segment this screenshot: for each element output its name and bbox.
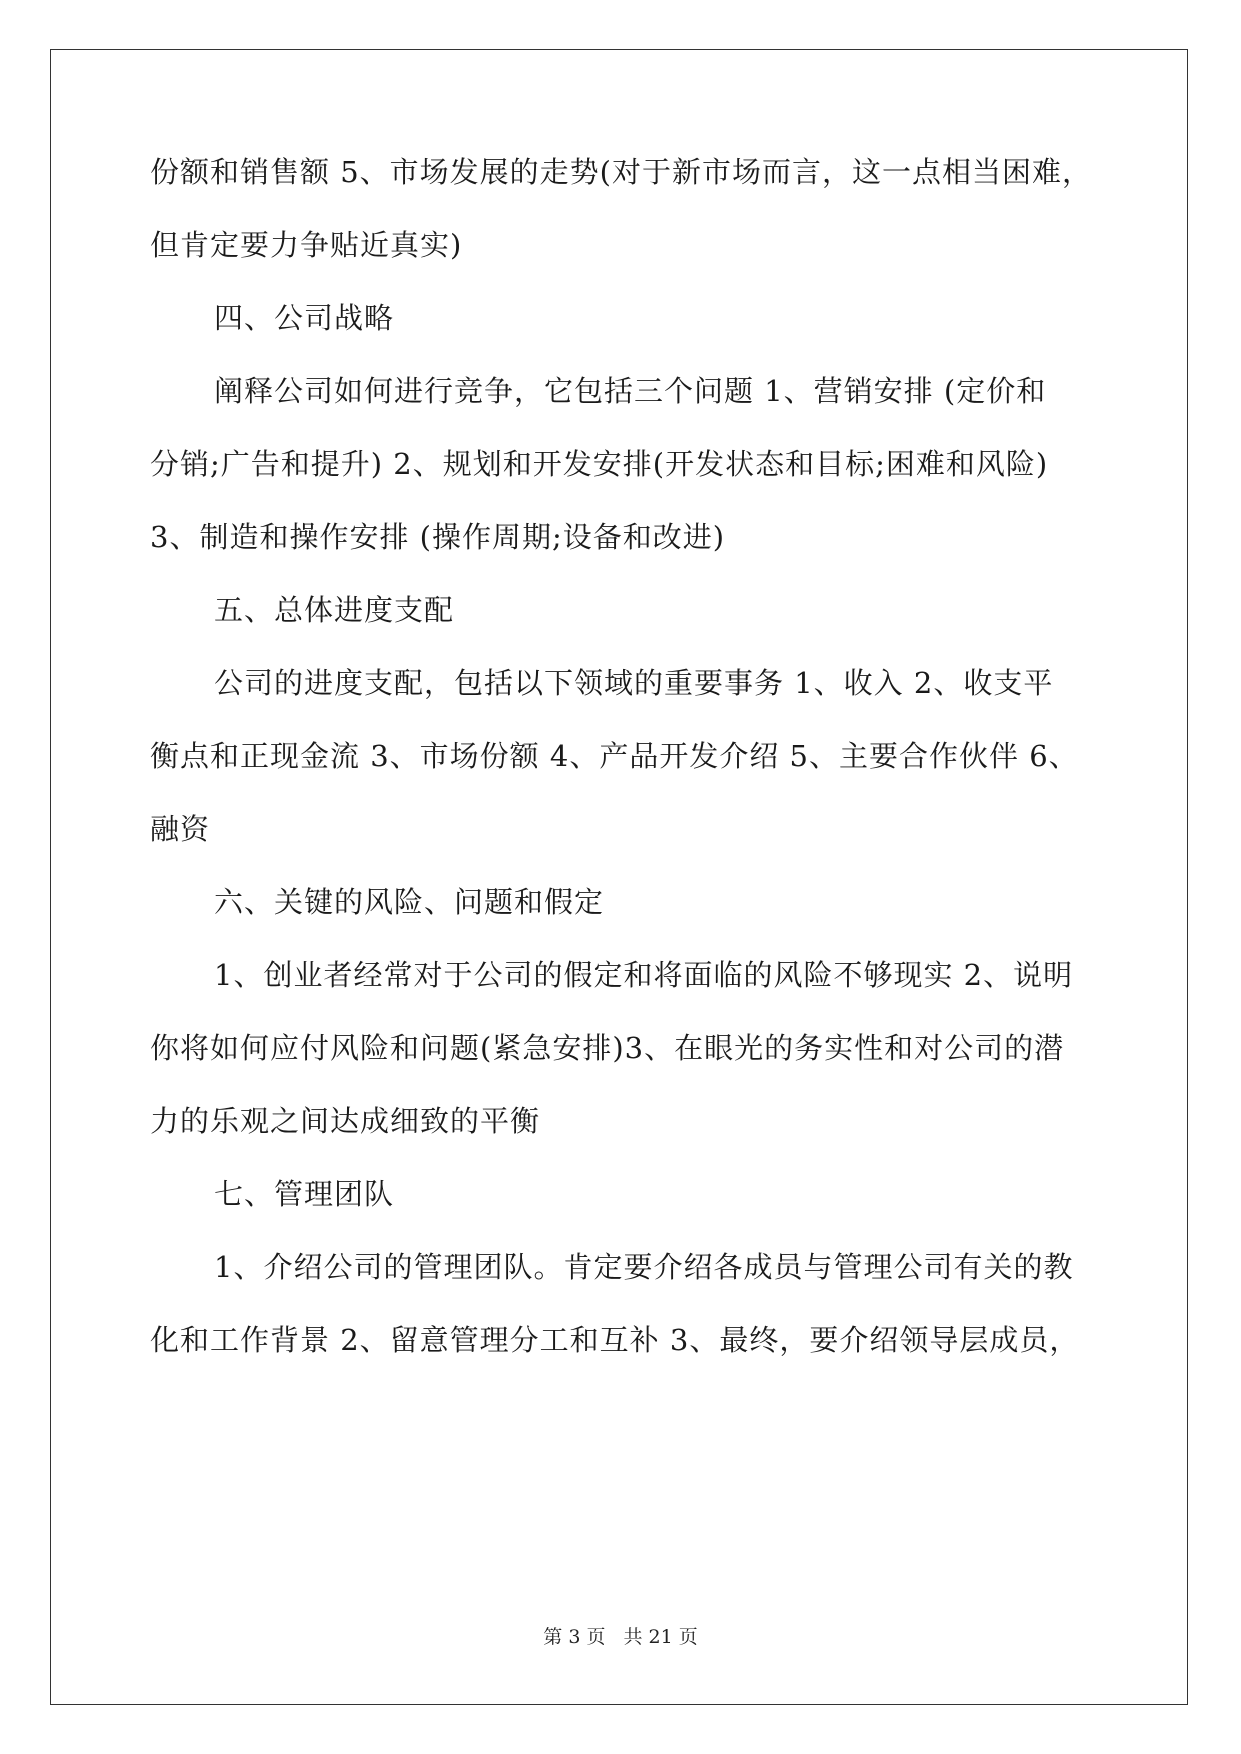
body-line: 1、创业者经常对于公司的假定和将面临的风险不够现实 2、说明 [214,958,1074,992]
body-line: 公司的进度支配，包括以下领域的重要事务 1、收入 2、收支平 [214,666,1054,700]
body-line: 3、制造和操作安排 (操作周期;设备和改进) [150,520,726,554]
page-number-total: 共 21 页 [623,1626,698,1648]
page-number-current: 第 3 页 [543,1626,606,1648]
section-heading-management-team: 七、管理团队 [214,1177,395,1211]
body-line: 你将如何应付风险和问题(紧急安排)3、在眼光的务实性和对公司的潜 [150,1031,1065,1065]
section-heading-company-strategy: 四、公司战略 [214,301,395,335]
body-line: 融资 [150,812,211,846]
body-line: 化和工作背景 2、留意管理分工和互补 3、最终，要介绍领导层成员， [150,1323,1080,1357]
body-line: 衡点和正现金流 3、市场份额 4、产品开发介绍 5、主要合作伙伴 6、 [150,739,1079,773]
body-line: 份额和销售额 5、市场发展的走势(对于新市场而言，这一点相当困难， [150,155,1092,189]
body-line: 阐释公司如何进行竞争，它包括三个问题 1、营销安排 (定价和 [214,374,1047,408]
body-line: 分销;广告和提升) 2、规划和开发安排(开发状态和目标;困难和风险) [150,447,1049,481]
section-heading-overall-schedule: 五、总体进度支配 [214,593,455,627]
body-line: 1、介绍公司的管理团队。肯定要介绍各成员与管理公司有关的教 [214,1250,1074,1284]
body-line: 但肯定要力争贴近真实) [150,228,463,262]
page-footer [0,1622,1241,1649]
section-heading-key-risks: 六、关键的风险、问题和假定 [214,885,605,919]
body-line: 力的乐观之间达成细致的平衡 [150,1104,541,1138]
